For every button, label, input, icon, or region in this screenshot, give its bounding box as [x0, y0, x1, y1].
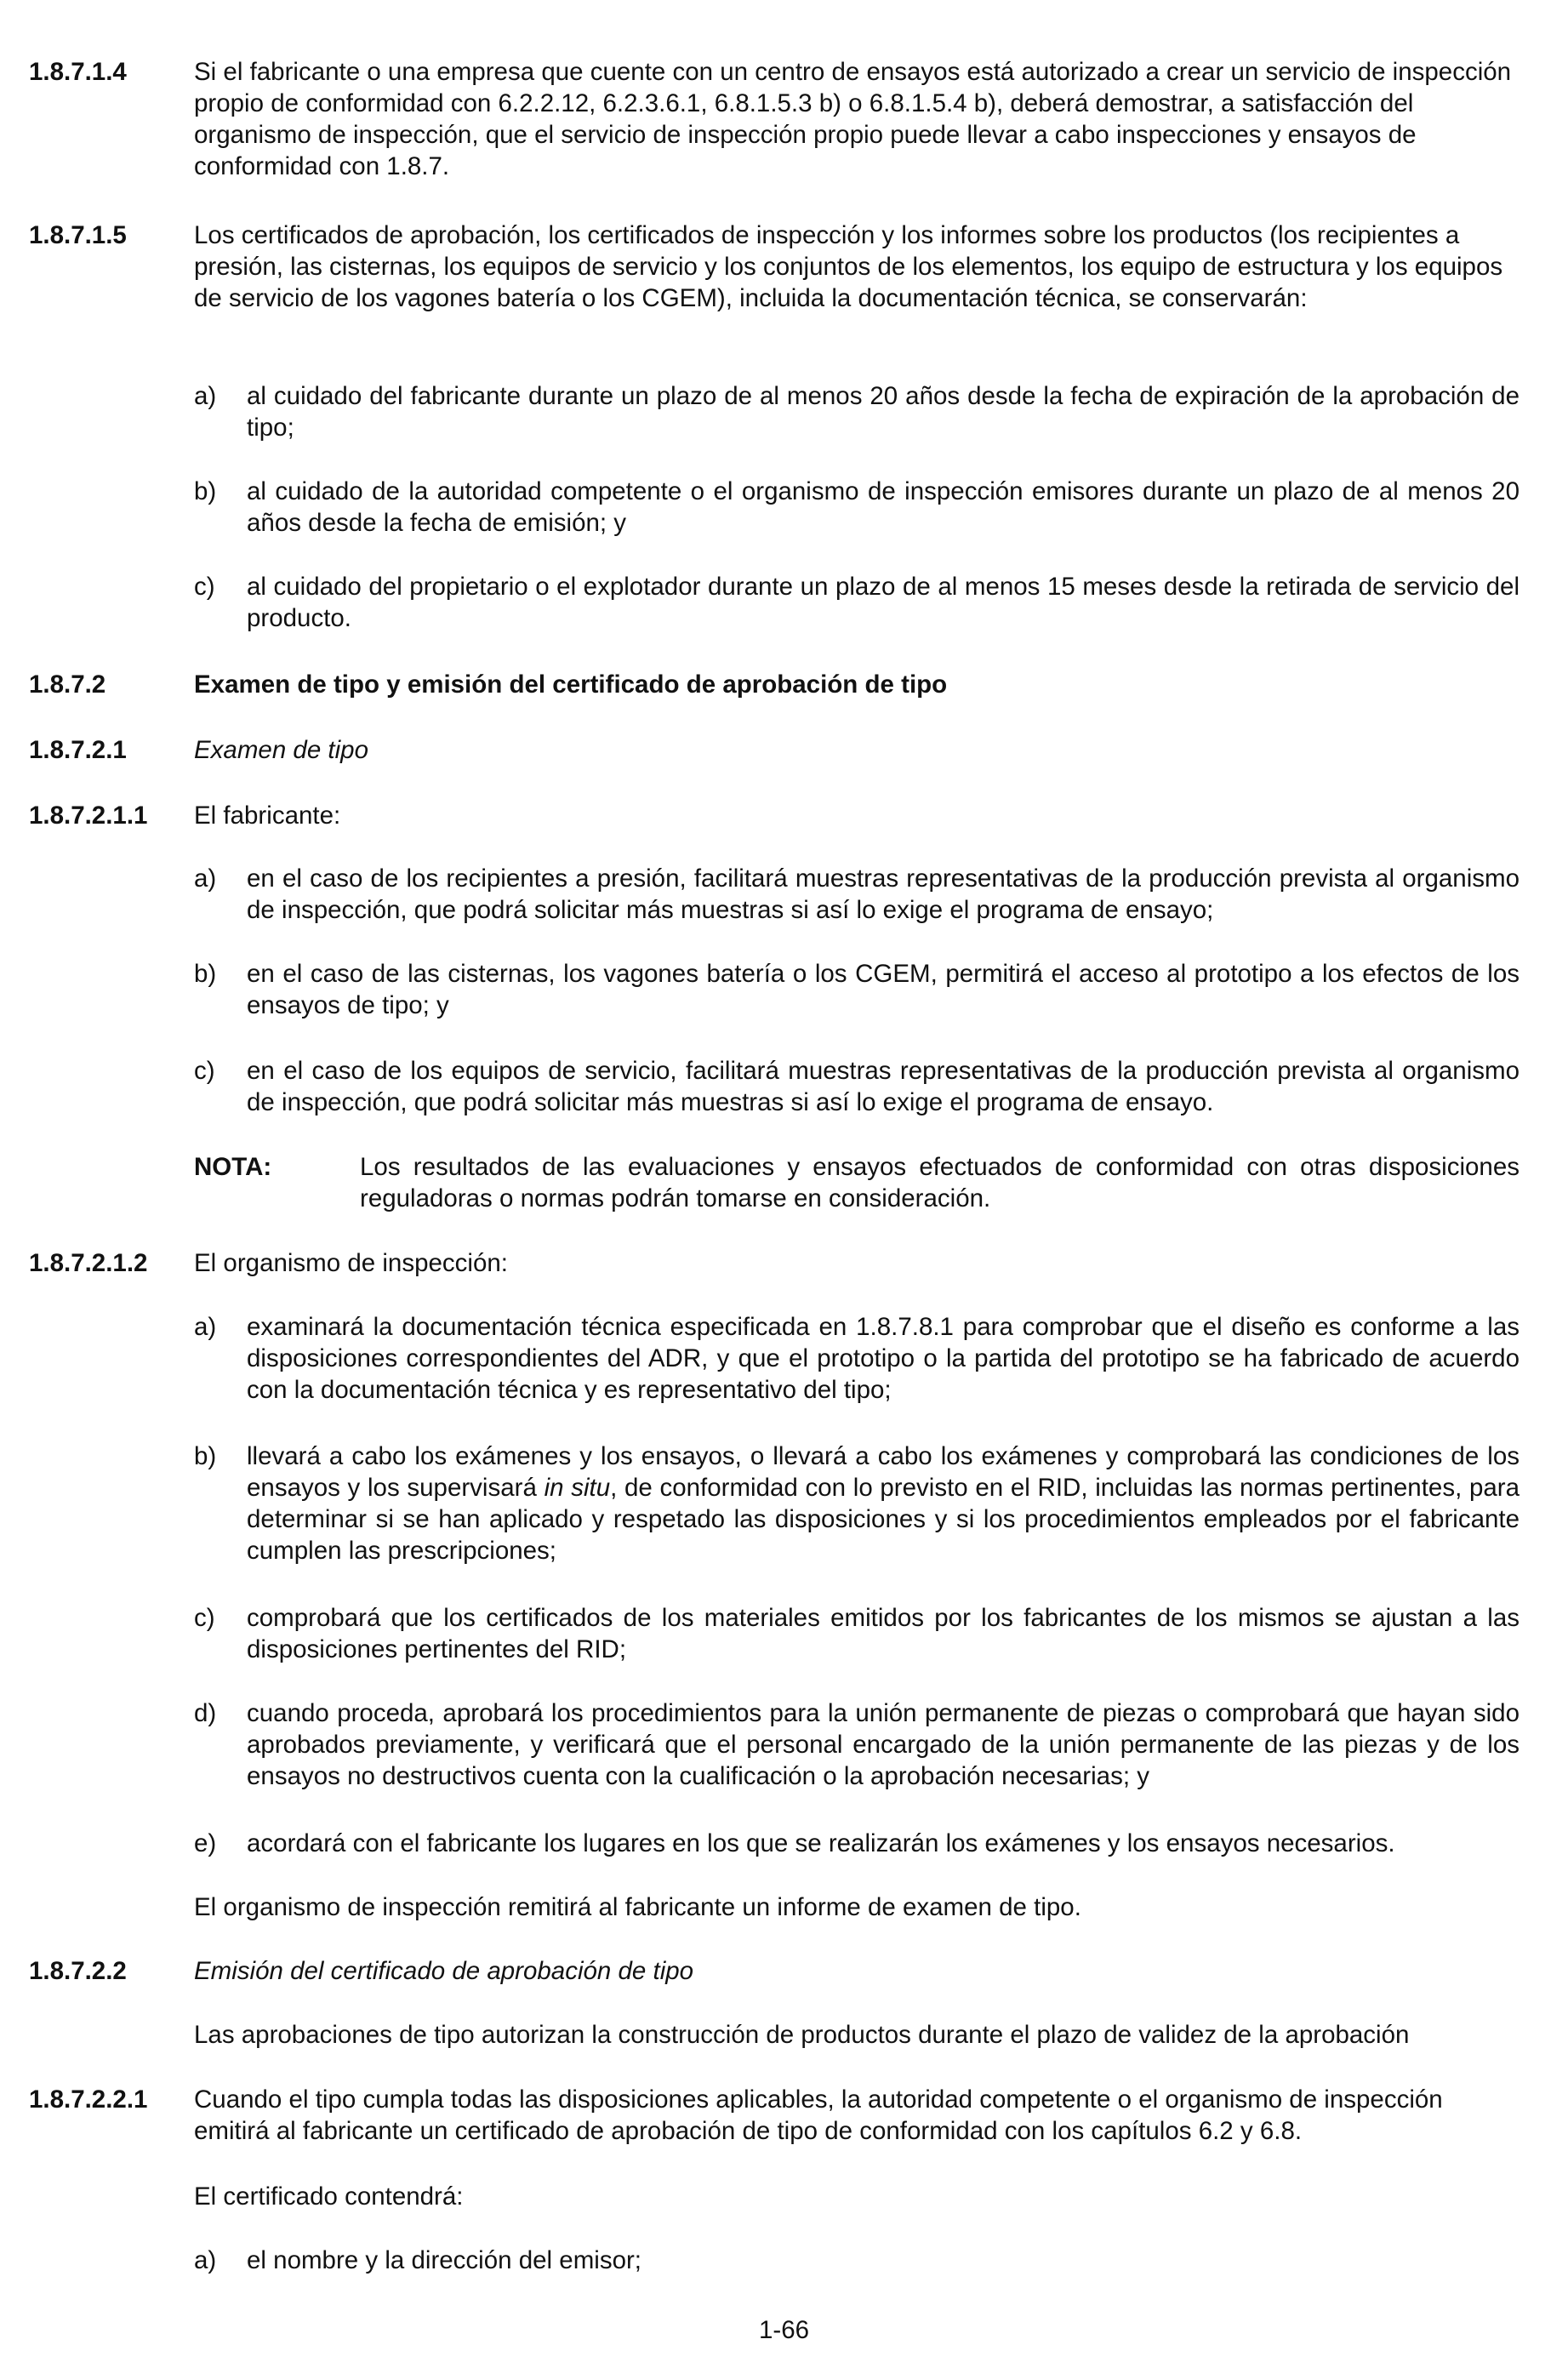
section-number: 1.8.7.2.1 [29, 736, 127, 764]
paragraph: Cuando el tipo cumpla todas las disposiciones aplicables, la autoridad competente o el organismo de inspección emitirá al fabricante un certificado de aprobación de tipo de conformidad con los capítulos 6.2 y 6.8. [194, 2085, 1443, 2145]
subsection-heading: Emisión del certificado de aprobación de tipo [194, 1957, 694, 1985]
list-item [247, 1441, 1520, 1566]
list-item: en el caso de los recipientes a presión, facilitará muestras representativas de la producción prevista al organismo de inspección, que podrá solicitar más muestras si así lo exige el programa de ensayo; [247, 864, 1520, 924]
paragraph: Las aprobaciones de tipo autorizan la construcción de productos durante el plazo de validez de la aprobación [194, 2021, 1410, 2049]
paragraph: El organismo de inspección remitirá al fabricante un informe de examen de tipo. [194, 1893, 1081, 1921]
list-item-label: e) [194, 1829, 217, 1857]
list-item: en el caso de las cisternas, los vagones batería o los CGEM, permitirá el acceso al prototipo a los efectos de los ensayos de tipo; y [247, 960, 1520, 1019]
section-number: 1.8.7.2 [29, 670, 106, 699]
list-item-label: a) [194, 382, 217, 410]
italic-term: in situ [544, 1474, 611, 1502]
section-number: 1.8.7.2.2 [29, 1957, 127, 1985]
note-label: NOTA: [194, 1153, 272, 1181]
paragraph: El certificado contendrá: [194, 2182, 464, 2211]
list-item-label: b) [194, 477, 217, 505]
section-number: 1.8.7.2.1.2 [29, 1249, 148, 1277]
list-item: examinará la documentación técnica especificada en 1.8.7.8.1 para comprobar que el diseño es conforme a las disposiciones correspondientes del ADR, y que el prototipo o la partida del prototipo se ha fabricado de acuerdo con la documentación técnica y es representativo del tipo; [247, 1313, 1520, 1404]
section-number: 1.8.7.1.4 [29, 58, 127, 86]
list-item-label: c) [194, 1604, 215, 1632]
list-item: en el caso de los equipos de servicio, facilitará muestras representativas de la producción prevista al organismo de inspección, que podrá solicitar más muestras si así lo exige el programa de ensayo. [247, 1057, 1520, 1116]
paragraph: El organismo de inspección: [194, 1249, 508, 1277]
section-number: 1.8.7.2.2.1 [29, 2085, 148, 2114]
list-item-label: c) [194, 573, 215, 601]
subsection-heading: Examen de tipo [194, 736, 368, 764]
list-item: al cuidado de la autoridad competente o el organismo de inspección emisores durante un plazo de al menos 20 años desde la fecha de emisión; y [247, 477, 1520, 537]
list-item: al cuidado del propietario o el explotador durante un plazo de al menos 15 meses desde la retirada de servicio del producto. [247, 573, 1520, 632]
page-number: 1-66 [758, 2316, 810, 2344]
paragraph: Los certificados de aprobación, los certificados de inspección y los informes sobre los productos (los recipientes a presión, las cisternas, los equipos de servicio y los conjuntos de los elementos, los equipo de estructura y los equipos de servicio de los vagones batería o los CGEM), incluida la documentación técnica, se conservarán: [194, 221, 1503, 312]
note-text: Los resultados de las evaluaciones y ensayos efectuados de conformidad con otras disposiciones reguladoras o normas podrán tomarse en consideración. [360, 1153, 1520, 1212]
list-item-text: , de conformidad con lo previsto en el RID, incluidas las normas pertinentes, para determinar si se han aplicado y respetado las disposiciones y si los procedimientos empleados por el fabricante cumplen las prescripciones; [247, 1474, 1520, 1565]
list-item: al cuidado del fabricante durante un plazo de al menos 20 años desde la fecha de expiración de la aprobación de tipo; [247, 382, 1520, 442]
list-item-label: d) [194, 1699, 217, 1727]
list-item-label: b) [194, 960, 217, 988]
list-item: acordará con el fabricante los lugares en los que se realizarán los exámenes y los ensayos necesarios. [247, 1829, 1395, 1857]
paragraph: El fabricante: [194, 802, 341, 830]
list-item-label: a) [194, 864, 217, 893]
list-item: el nombre y la dirección del emisor; [247, 2246, 642, 2274]
section-heading: Examen de tipo y emisión del certificado de aprobación de tipo [194, 670, 948, 699]
list-item-label: b) [194, 1442, 217, 1470]
list-item-label: c) [194, 1057, 215, 1085]
list-item: comprobará que los certificados de los materiales emitidos por los fabricantes de los mismos se ajustan a las disposiciones pertinentes del RID; [247, 1604, 1520, 1663]
list-item-label: a) [194, 1313, 217, 1341]
list-item-text: llevará a cabo los exámenes y los ensayos, o llevará a cabo los exámenes y comprobará las condiciones de los ensayos y los supervisará [247, 1442, 1520, 1502]
list-item: cuando proceda, aprobará los procedimientos para la unión permanente de piezas o comprobará que hayan sido aprobados previamente, y verificará que el personal encargado de la unión permanente de las piezas y de los ensayos no destructivos cuenta con la cualificación o la aprobación necesarias; y [247, 1699, 1520, 1790]
section-number: 1.8.7.1.5 [29, 221, 127, 249]
list-item-label: a) [194, 2246, 217, 2274]
paragraph: Si el fabricante o una empresa que cuente con un centro de ensayos está autorizado a crear un servicio de inspección propio de conformidad con 6.2.2.12, 6.2.3.6.1, 6.8.1.5.3 b) o 6.8.1.5.4 b), deberá demostrar, a satisfacción del organismo de inspección, que el servicio de inspección propio puede llevar a cabo inspecciones y ensayos de conformidad con 1.8.7. [194, 58, 1512, 180]
section-number: 1.8.7.2.1.1 [29, 802, 148, 830]
